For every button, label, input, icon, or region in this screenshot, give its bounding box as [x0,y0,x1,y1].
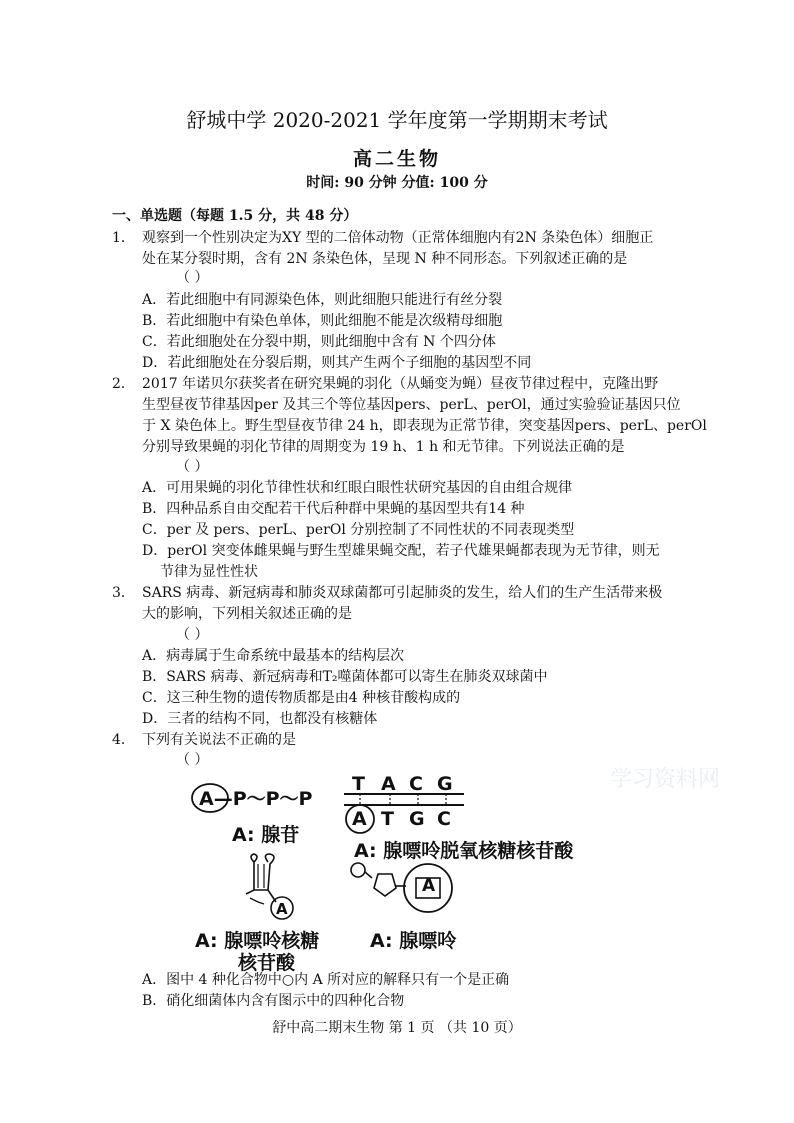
atp-formula: A—P～P～P [199,788,313,810]
exam-meta: 时间: 90 分钟 分值: 100 分 [306,175,488,191]
option-continued: 节律为显性性状 [160,564,258,580]
nucleotide-diagram [348,858,464,920]
question-stem: 下列有关说法不正确的是 [142,732,296,748]
question-stem: 生型昼夜节律基因per 及其三个等位基因pers、perL、perOl，通过实验验证基因只位 [142,397,681,413]
answer-blank: （ ） [176,752,209,768]
answer-blank: （ ） [176,270,209,286]
trna-arm [251,854,257,890]
dna-base-top: G [437,773,453,795]
bond-line [365,872,372,878]
option: C．per 及 pers、perL、perOl 分别控制了不同性状的不同表现类型 [142,522,575,538]
option: C．这三种生物的遗传物质都是由4 种核苷酸构成的 [142,690,461,706]
answer-blank: （ ） [176,627,209,643]
option: B．四种品系自由交配若干代后种群中果蝇的基因型共有14 种 [142,501,525,517]
dna-base-top: T [352,773,365,795]
option: D．若此细胞处在分裂后期，则其产生两个子细胞的基因型不同 [142,355,532,371]
question-stem: SARS 病毒、新冠病毒和肺炎双球菌都可引起肺炎的发生，给人们的生产生活带来极 [142,585,663,601]
page-footer: 舒中高二期末生物 第 1 页 （共 10 页） [272,1020,522,1036]
trna-caption-continued: 核苷酸 [238,952,296,974]
question-stem: 于 X 染色体上。野生型昼夜节律 24 h，即表现为正常节律，突变基因pers、perL、perOl [142,418,707,434]
dna-base-top: C [409,773,423,795]
dna-base-bottom: T [381,808,394,830]
option: A．图中 4 种化合物中○内 A 所对应的解释只有一个是正确 [142,972,510,988]
atp-caption: A: 腺苷 [232,824,300,846]
trna-loop [250,898,264,904]
option: B．SARS 病毒、新冠病毒和T₂噬菌体都可以寄生在肺炎双球菌中 [142,669,548,685]
trna-arm [265,854,274,890]
question-number: 1． [112,230,135,246]
dna-base-bottom: G [409,808,425,830]
option: B．硝化细菌体内含有图示中的四种化合物 [142,993,405,1009]
question-stem: 观察到一个性别决定为XY 型的二倍体动物（正常体细胞内有2N 条染色体）细胞正 [142,230,654,246]
option: D．三者的结构不同，也都没有核糖体 [142,711,378,727]
option: A．病毒属于生命系统中最基本的结构层次 [142,648,405,664]
dna-base-bottom: A [352,808,367,830]
dna-base-bottom: C [437,808,451,830]
question-number: 2． [112,376,135,392]
option: B．若此细胞中有染色单体，则此细胞不能是次级精母细胞 [142,313,503,329]
trna-acceptor [246,890,276,902]
question-stem: 2017 年诺贝尔获奖者在研究果蝇的羽化（从蛹变为蝇）昼夜节律过程中，克隆出野 [142,376,659,392]
question-stem: 大的影响，下列相关叙述正确的是 [142,606,352,622]
dna-base-top: A [381,773,396,795]
exam-title: 舒城中学 2020-2021 学年度第一学期期末考试 [186,108,608,132]
phosphate-circle [351,863,365,877]
option: A．可用果蝇的羽化节律性状和红眼白眼性状研究基因的自由组合规律 [142,480,573,496]
nucleotide-caption: A: 腺嘌呤 [370,930,457,952]
nucleotide-box-label: A [422,876,436,896]
answer-blank: （ ） [176,459,209,475]
trna-circle-label: A [276,900,288,918]
question-stem: 处在某分裂时期，含有 2N 条染色体，呈现 N 种不同形态。下列叙述正确的是 [142,251,628,267]
question-number: 3． [112,585,135,601]
subject-title: 高二生物 [352,148,441,170]
trna-caption: A: 腺嘌呤核糖 [195,930,320,952]
pentose-sugar [374,874,396,896]
dna-caption: A: 腺嘌呤脱氧核糖核苷酸 [354,840,574,862]
section-heading: 一、单选题（每题 1.5 分，共 48 分） [112,208,358,224]
option: C．若此细胞处在分裂中期，则此细胞中含有 N 个四分体 [142,334,496,350]
question-number: 4． [112,732,135,748]
watermark: 学习资料网 [610,767,721,792]
option: D．perOl 突变体雌果蝇与野生型雄果蝇交配，若子代雄果蝇都表现为无节律，则无 [142,543,660,559]
trna-diagram [228,852,308,924]
option: A．若此细胞中有同源染色体，则此细胞只能进行有丝分裂 [142,292,503,308]
question-stem: 分别导致果蝇的羽化节律的周期变为 19 h、1 h 和无节律。下列说法正确的是 [142,439,625,455]
